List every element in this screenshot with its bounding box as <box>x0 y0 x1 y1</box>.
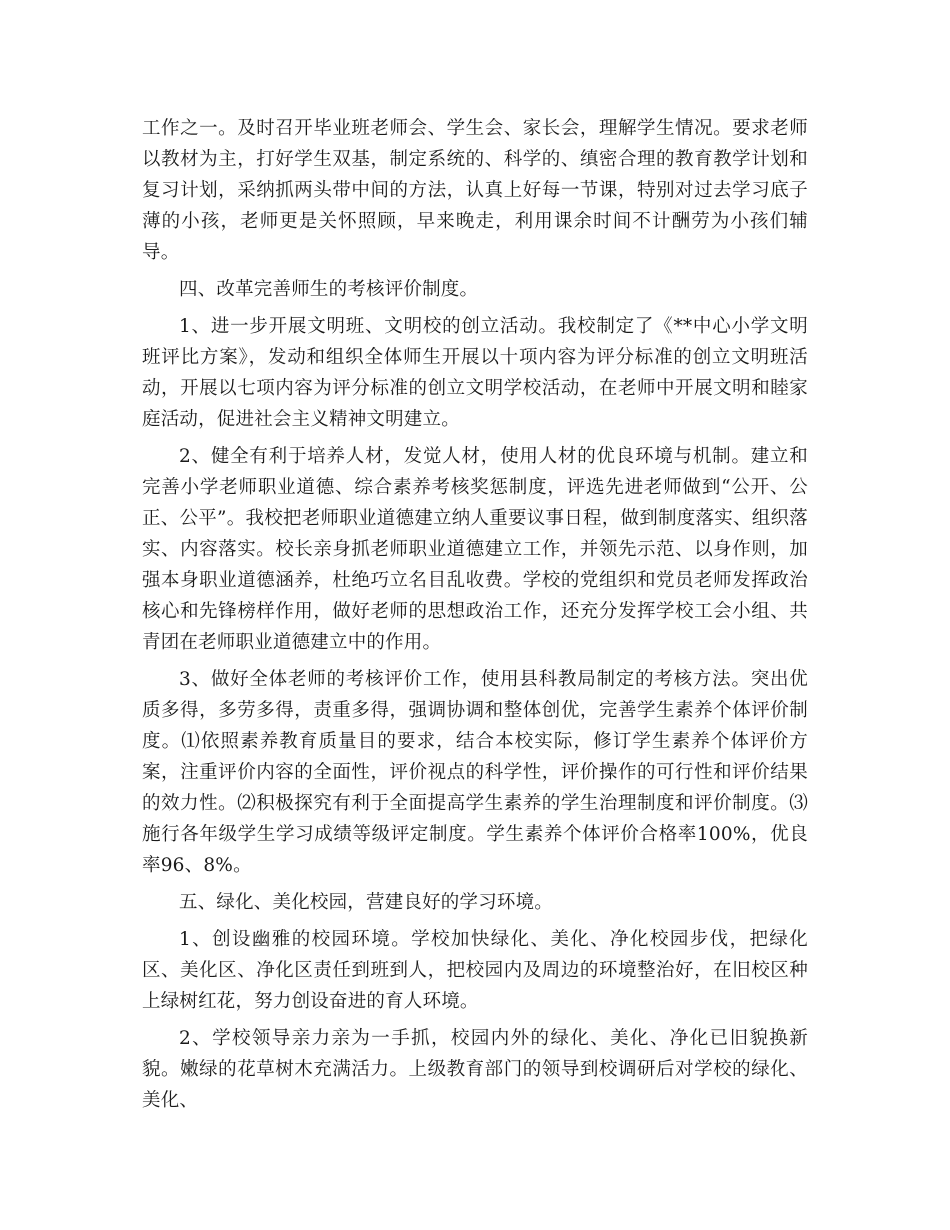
paragraph-8: 2、学校领导亲力亲为一手抓，校园内外的绿化、美化、净化已旧貌换新貌。嫩绿的花草树木充满活力。上级教育部门的领导到校调研后对学校的绿化、美化、 <box>142 1028 808 1111</box>
paragraph-7: 1、创设幽雅的校园环境。学校加快绿化、美化、净化校园步伐，把绿化区、美化区、净化区责任到班到人，把校园内及周边的环境整治好，在旧校区种上绿树红花，努力创设奋进的育人环境。 <box>142 929 808 1012</box>
document-body <box>142 113 808 1116</box>
heading-section-5: 五、绿化、美化校园，营建良好的学习环境。 <box>179 892 554 913</box>
paragraph-5: 3、做好全体老师的考核评价工作，使用县科教局制定的考核方法。突出优质多得，多劳多得，责重多得，强调协调和整体创优，完善学生素养个体评价制度。⑴依照素养教育质量目的要求，结合本校实际，修订学生素养个体评价方案，注重评价内容的全面性，评价视点的科学性，评价操作的可行性和评价结果的效力性。⑵积极探究有利于全面提高学生素养的学生治理制度和评价制度。⑶施行各年级学生学习成绩等级评定制度。学生素养个体评价合格率100%，优良率96、8%。 <box>142 669 808 876</box>
paragraph-4: 2、健全有利于培养人材，发觉人材，使用人材的优良环境与机制。建立和完善小学老师职业道德、综合素养考核奖惩制度，评选先进老师做到“公开、公正、公平”。我校把老师职业道德建立纳人重要议事日程，做到制度落实、组织落实、内容落实。校长亲身抓老师职业道德建立工作，并领先示范、以身作则，加强本身职业道德涵养，杜绝巧立名目乱收费。学校的党组织和党员老师发挥政治核心和先锋榜样作用，做好老师的思想政治工作，还充分发挥学校工会小组、共青团在老师职业道德建立中的作用。 <box>142 446 808 653</box>
paragraph-1: 工作之一。及时召开毕业班老师会、学生会、家长会，理解学生情况。要求老师以教材为主，打好学生双基，制定系统的、科学的、缜密合理的教育教学计划和复习计划，采纳抓两头带中间的方法，认真上好每一节课，特别对过去学习底子薄的小孩，老师更是关怀照顾，早来晚走，利用课余时间不计酬劳为小孩们辅导。 <box>142 118 808 263</box>
heading-section-4: 四、改革完善师生的考核评价制度。 <box>179 279 479 300</box>
paragraph-3: 1、进一步开展文明班、文明校的创立活动。我校制定了《**中心小学文明班评比方案》，发动和组织全体师生开展以十项内容为评分标准的创立文明班活动，开展以七项内容为评分标准的创立文明学校活动，在老师中开展文明和睦家庭活动，促进社会主义精神文明建立。 <box>142 316 808 430</box>
